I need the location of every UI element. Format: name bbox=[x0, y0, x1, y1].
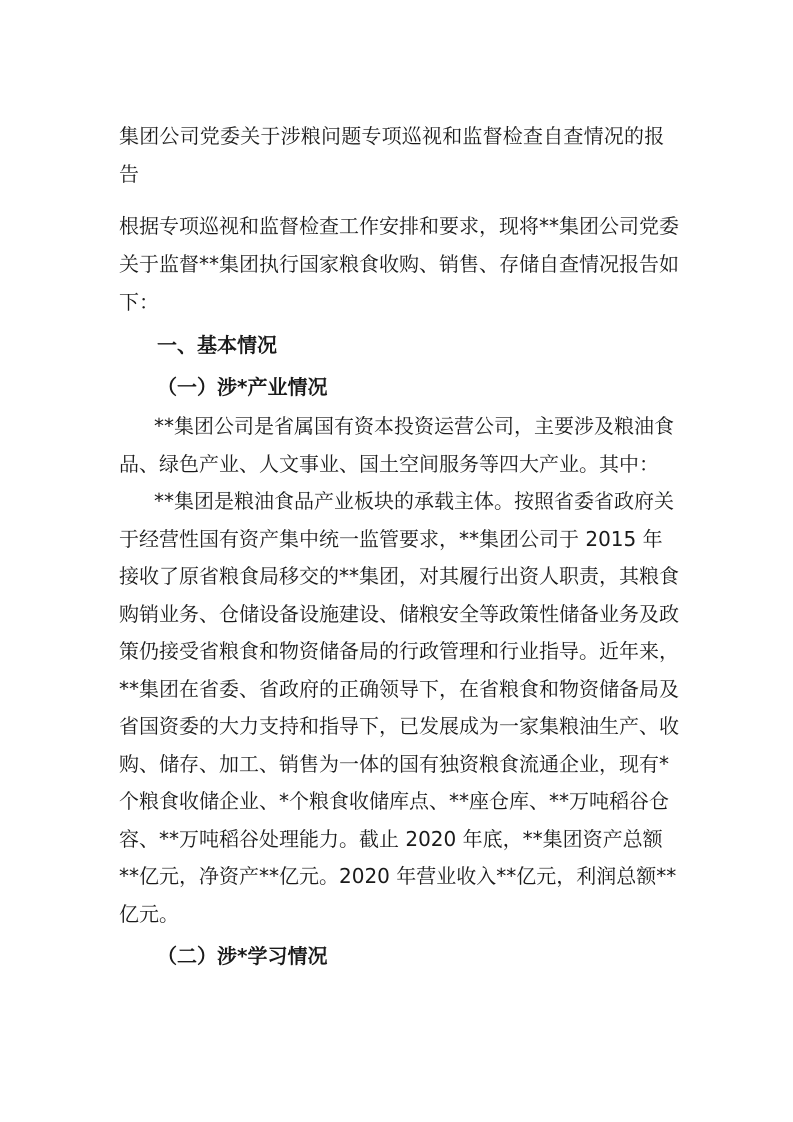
report-title: 集团公司党委关于涉粮问题专项巡视和监督检查自查情况的报告 bbox=[119, 124, 665, 186]
document-body bbox=[119, 117, 679, 977]
subsection-heading-industry: （一）涉*产业情况 bbox=[157, 375, 328, 399]
intro-paragraph: 根据专项巡视和监督检查工作安排和要求，现将**集团公司党委关于监督**集团执行国家粮食收购、销售、存储自查情况报告如下： bbox=[119, 214, 679, 314]
subsection-heading-study: （二）涉*学习情况 bbox=[157, 944, 328, 968]
section-heading-basic-situation: 一、基本情况 bbox=[157, 333, 277, 357]
body-paragraph-group-overview: **集团公司是省属国有资本投资运营公司，主要涉及粮油食品、绿色产业、人文事业、国土空间服务等四大产业。其中： bbox=[119, 414, 674, 476]
body-paragraph-grain-group: **集团是粮油食品产业板块的承载主体。按照省委省政府关于经营性国有资产集中统一监管要求，**集团公司于 2015 年接收了原省粮食局移交的**集团，对其履行出资人职责，其粮食购销业务、仓储设备设施建设、储粮安全等政策性储备业务及政策仍接受省粮食和物资储备局的行政管理和行业指导。近年来，**集团在省委、省政府的正确领导下，在省粮食和物资储备局及省国资委的大力支持和指导下，已发展成为一家集粮油生产、收购、储存、加工、销售为一体的国有独资粮食流通企业，现有*个粮食收储企业、*个粮食收储库点、**座仓库、**万吨稻谷仓容、**万吨稻谷处理能力。截止 2020 年底，**集团资产总额**亿元，净资产**亿元。2020 年营业收入**亿元，利润总额**亿元。 bbox=[119, 489, 679, 926]
